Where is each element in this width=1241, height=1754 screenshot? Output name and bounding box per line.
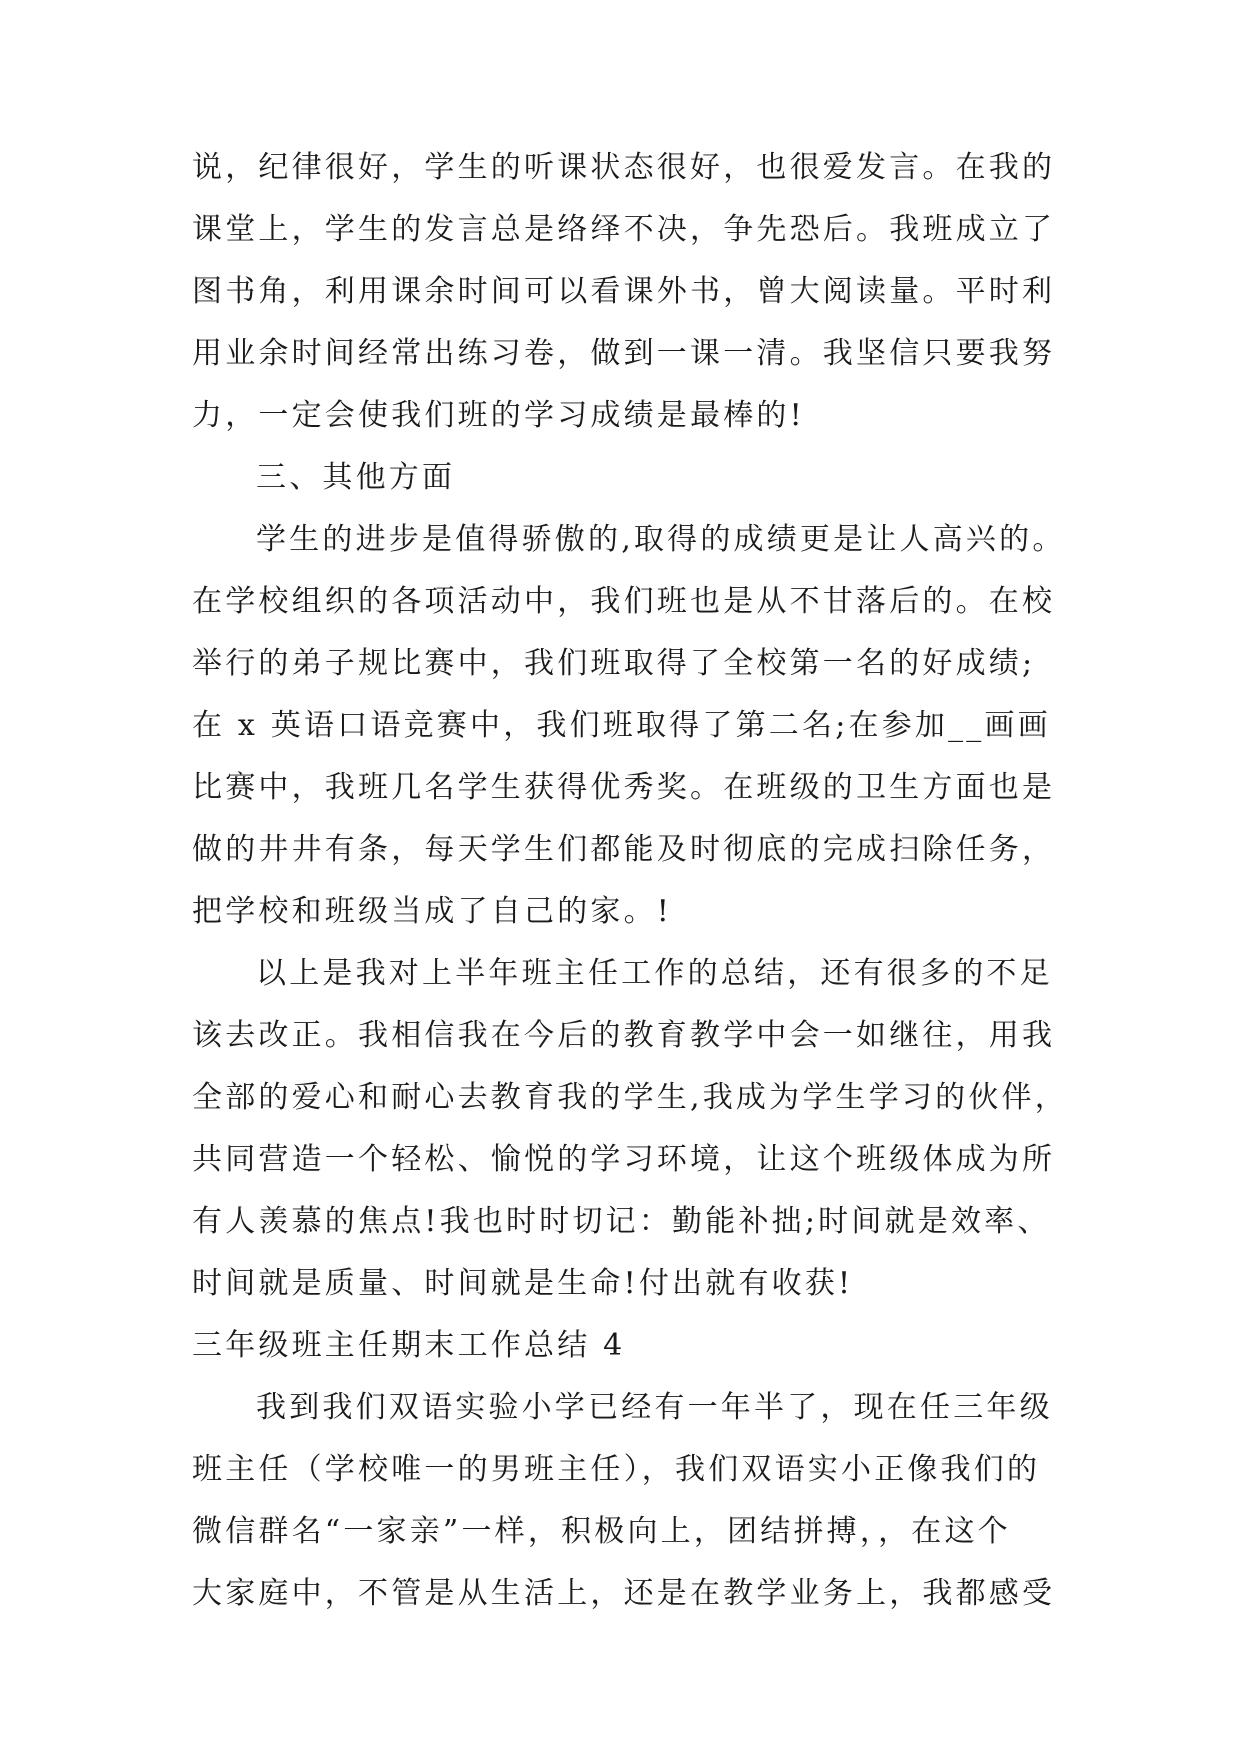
- text-line: 把学校和班级当成了自己的家。!: [192, 894, 673, 929]
- text-line: 在学校组织的各项活动中，我们班也是从不甘落后的。在校: [192, 584, 1056, 619]
- text-line: 学生的进步是值得骄傲的,取得的成绩更是让人高兴的。: [256, 522, 1066, 557]
- document-title: 三年级班主任期末工作总结 4: [192, 1328, 626, 1363]
- text-line: 大家庭中，不管是从生活上，还是在教学业务上，我都感受: [192, 1576, 1056, 1611]
- text-line: 课堂上，学生的发言总是络绎不决，争先恐后。我班成立了: [192, 212, 1056, 247]
- text-line: 图书角，利用课余时间可以看课外书，曾大阅读量。平时利: [192, 274, 1056, 309]
- text-line: 做的井井有条，每天学生们都能及时彻底的完成扫除任务，: [192, 832, 1056, 867]
- text-line: 举行的弟子规比赛中，我们班取得了全校第一名的好成绩;: [192, 646, 1036, 681]
- text-line: 共同营造一个轻松、愉悦的学习环境，让这个班级体成为所: [192, 1142, 1056, 1177]
- text-line: 以上是我对上半年班主任工作的总结，还有很多的不足: [256, 956, 1053, 991]
- text-line: 该去改正。我相信我在今后的教育教学中会一如继往，用我: [192, 1018, 1056, 1053]
- text-line: 时间就是质量、时间就是生命!付出就有收获!: [192, 1266, 854, 1301]
- text-line: 力，一定会使我们班的学习成绩是最棒的!: [192, 398, 805, 433]
- text-line: 有人羡慕的焦点!我也时时切记：勤能补拙;时间就是效率、: [192, 1204, 1051, 1239]
- text-line: 班主任（学校唯一的男班主任），我们双语实小正像我们的: [192, 1452, 1041, 1487]
- text-line: 用业余时间经常出练习卷，做到一课一清。我坚信只要我努: [192, 336, 1056, 371]
- text-line: 全部的爱心和耐心去教育我的学生,我成为学生学习的伙伴，: [192, 1080, 1068, 1115]
- text-line: 微信群名“一家亲”一样，积极向上，团结拼搏，，在这个: [192, 1514, 1011, 1549]
- text-line: 比赛中，我班几名学生获得优秀奖。在班级的卫生方面也是: [192, 770, 1056, 805]
- text-line: 在 x 英语口语竞赛中，我们班取得了第二名;在参加__画画: [192, 708, 1051, 743]
- text-line: 我到我们双语实验小学已经有一年半了，现在任三年级: [256, 1390, 1053, 1425]
- section-heading: 三、其他方面: [256, 460, 456, 495]
- text-line: 说，纪律很好，学生的听课状态很好，也很爱发言。在我的: [192, 150, 1056, 185]
